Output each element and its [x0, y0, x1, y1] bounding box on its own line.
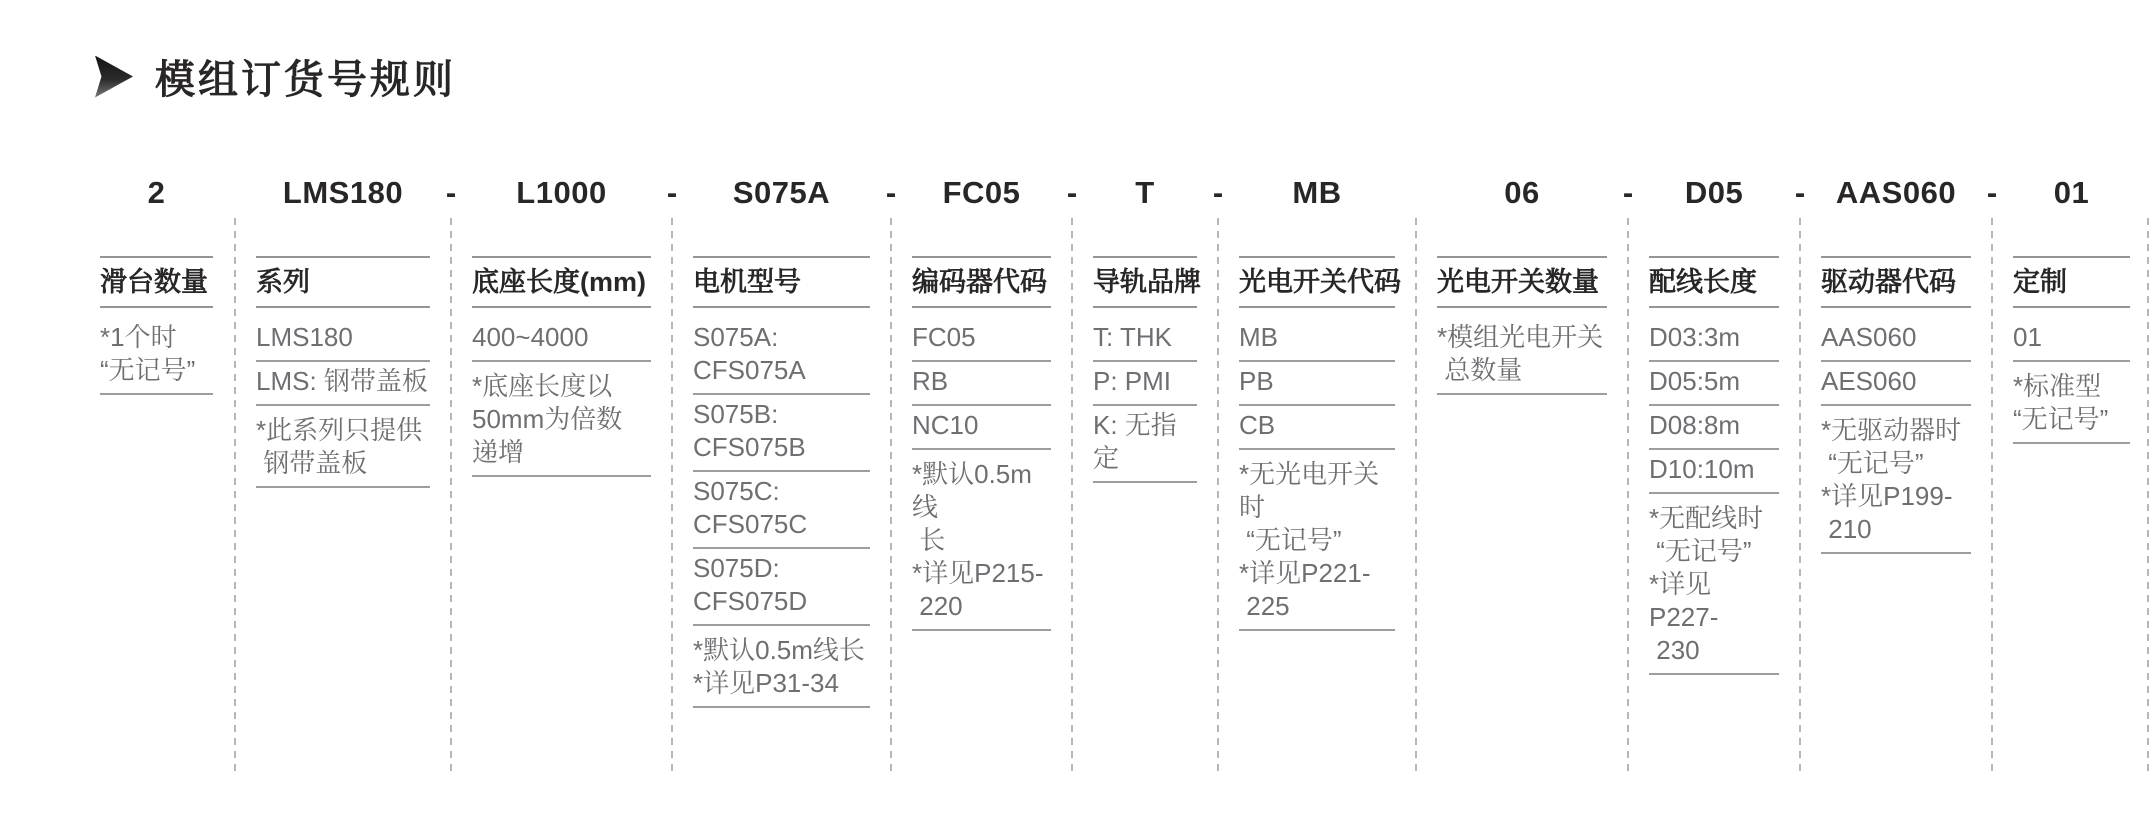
- column-options: [693, 321, 870, 708]
- option-item: [256, 365, 430, 406]
- option-line: *详见P199-: [1821, 481, 1953, 511]
- option-item: [693, 398, 870, 472]
- option-item: [1239, 409, 1395, 450]
- column-options: [1821, 321, 1971, 554]
- option-line: *模组光电开关: [1437, 322, 1604, 352]
- option-item: [1649, 409, 1779, 450]
- option-line: S075C: CFS075C: [693, 476, 808, 539]
- option-item: [1093, 321, 1197, 362]
- option-line: *详见P215-: [912, 558, 1044, 588]
- option-note-group: [693, 634, 870, 708]
- option-note-group: [2013, 370, 2130, 444]
- column-options: [2013, 321, 2130, 444]
- option-line: *1个时: [100, 322, 177, 352]
- column-code: 2: [147, 175, 166, 210]
- column-separator-dashed-line: [1071, 218, 1073, 773]
- option-item: [1239, 365, 1395, 406]
- code-separator-hyphen: -: [1066, 175, 1078, 210]
- column-code: L1000: [516, 175, 607, 210]
- column-code: 01: [2053, 175, 2090, 210]
- column-label: 编码器代码: [912, 256, 1051, 308]
- column-code: LMS180: [282, 175, 404, 210]
- order-code-column-10: [1800, 168, 1992, 711]
- option-note-group: [1649, 502, 1779, 675]
- option-item: [256, 321, 430, 362]
- code-separator-hyphen: -: [1212, 175, 1224, 210]
- column-separator-dashed-line: [1991, 218, 1993, 773]
- code-separator-hyphen: -: [1986, 175, 1998, 210]
- option-line: *默认0.5m线长: [693, 635, 865, 665]
- option-note-group: [1821, 414, 1971, 554]
- column-separator-dashed-line: [234, 218, 236, 773]
- order-code-table: [0, 168, 2151, 788]
- option-item: [693, 475, 870, 549]
- column-options: [912, 321, 1051, 631]
- option-line: *详见P227-: [1649, 569, 1719, 632]
- code-separator-hyphen: -: [1622, 175, 1634, 210]
- option-line: S075A: CFS075A: [693, 322, 806, 385]
- option-line: AES060: [1821, 366, 1917, 396]
- option-line: P: PMI: [1093, 366, 1172, 396]
- option-line: *底座长度以: [472, 371, 613, 401]
- option-line: 220: [912, 591, 963, 621]
- option-line: “无记号”: [1649, 536, 1752, 566]
- option-line: 递增: [472, 437, 525, 467]
- code-separator-hyphen: -: [666, 175, 678, 210]
- option-note-group: [100, 321, 213, 395]
- option-line: *详见P221-: [1239, 558, 1371, 588]
- option-line: MB: [1239, 322, 1278, 352]
- option-line: LMS: 钢带盖板: [256, 366, 428, 396]
- column-options: [1093, 321, 1197, 483]
- column-separator-dashed-line: [671, 218, 673, 773]
- option-line: PB: [1239, 366, 1274, 396]
- column-separator-dashed-line: [450, 218, 452, 773]
- option-line: D05:5m: [1649, 366, 1741, 396]
- option-note-group: [912, 458, 1051, 631]
- order-code-column-6: [1072, 168, 1218, 711]
- page-title: 模组订货号规则: [155, 58, 456, 102]
- order-code-column-5: [891, 168, 1072, 711]
- option-item: [912, 365, 1051, 406]
- option-line: *无驱动器时: [1821, 415, 1962, 445]
- option-item: [1821, 365, 1971, 406]
- order-code-column-11: [1992, 168, 2151, 711]
- column-label: 驱动器代码: [1821, 256, 1971, 308]
- column-options: [256, 321, 430, 488]
- option-line: 400~4000: [472, 322, 589, 352]
- option-line: *详见P31-34: [693, 668, 839, 698]
- option-item: [1821, 321, 1971, 362]
- option-line: 225: [1239, 591, 1290, 621]
- column-code: T: [1135, 175, 1155, 210]
- option-note-group: [1239, 458, 1395, 631]
- option-item: [1649, 453, 1779, 494]
- option-item: [693, 552, 870, 626]
- option-item: [693, 321, 870, 395]
- option-note-group: [472, 370, 651, 477]
- order-code-column-3: [451, 168, 672, 711]
- option-line: FC05: [912, 322, 976, 352]
- option-line: 长: [912, 525, 946, 555]
- option-line: RB: [912, 366, 949, 396]
- option-line: S075B: CFS075B: [693, 399, 806, 462]
- option-item: [1093, 365, 1197, 406]
- option-line: S075D: CFS075D: [693, 553, 808, 616]
- column-code: FC05: [942, 175, 1021, 210]
- column-separator-dashed-line: [890, 218, 892, 773]
- column-label: 定制: [2013, 256, 2130, 308]
- option-line: *标准型: [2013, 371, 2102, 401]
- option-line: D10:10m: [1649, 454, 1755, 484]
- column-label: 电机型号: [693, 256, 870, 308]
- column-label: 滑台数量: [100, 256, 213, 308]
- column-label: 配线长度: [1649, 256, 1779, 308]
- order-code-column-1: [0, 168, 235, 711]
- option-line: “无记号”: [1821, 448, 1924, 478]
- option-item: [912, 321, 1051, 362]
- option-line: CB: [1239, 410, 1276, 440]
- option-item: [1649, 365, 1779, 406]
- option-line: 230: [1649, 635, 1700, 665]
- option-line: 50mm为倍数: [472, 404, 623, 434]
- column-separator-dashed-line: [1415, 218, 1417, 773]
- option-line: “无记号”: [100, 355, 196, 385]
- option-line: T: THK: [1093, 322, 1172, 352]
- option-item: [472, 321, 651, 362]
- column-label: 光电开关代码: [1239, 256, 1395, 308]
- column-separator-dashed-line: [2147, 218, 2149, 773]
- column-label: 导轨品牌: [1093, 256, 1197, 308]
- option-item: [912, 409, 1051, 450]
- option-line: 01: [2013, 322, 2042, 352]
- column-label: 底座长度(mm): [472, 256, 651, 308]
- option-line: 钢带盖板: [256, 448, 368, 478]
- page-title-row: [95, 48, 456, 105]
- option-line: D03:3m: [1649, 322, 1741, 352]
- option-note-group: [1437, 321, 1607, 395]
- option-line: LMS180: [256, 322, 353, 352]
- order-code-columns: [0, 168, 2151, 711]
- order-code-column-4: [672, 168, 891, 711]
- column-code: AAS060: [1835, 175, 1957, 210]
- column-code: D05: [1684, 175, 1744, 210]
- option-line: K: 无指定: [1093, 410, 1177, 473]
- column-options: [1437, 321, 1607, 395]
- order-code-column-8: [1416, 168, 1628, 711]
- column-code: 06: [1504, 175, 1540, 210]
- column-options: [100, 321, 213, 395]
- column-code: S075A: [732, 175, 831, 210]
- option-line: 总数量: [1437, 355, 1523, 385]
- order-code-column-7: [1218, 168, 1416, 711]
- column-options: [472, 321, 651, 477]
- option-item: [1239, 321, 1395, 362]
- column-separator-dashed-line: [1217, 218, 1219, 773]
- option-line: AAS060: [1821, 322, 1917, 352]
- order-code-column-2: [235, 168, 451, 711]
- column-label: 系列: [256, 256, 430, 308]
- column-separator-dashed-line: [1627, 218, 1629, 773]
- column-options: [1239, 321, 1395, 631]
- code-separator-hyphen: -: [885, 175, 897, 210]
- option-line: *无光电开关时: [1239, 459, 1380, 522]
- option-line: *默认0.5m线: [912, 459, 1032, 522]
- option-note-group: [256, 414, 430, 488]
- option-line: D08:8m: [1649, 410, 1741, 440]
- option-line: *此系列只提供: [256, 415, 423, 445]
- column-code: MB: [1292, 175, 1342, 210]
- option-item: [1649, 321, 1779, 362]
- order-code-column-9: [1628, 168, 1800, 711]
- option-line: “无记号”: [1239, 525, 1342, 555]
- right-arrowhead-icon: [95, 56, 133, 98]
- code-separator-hyphen: -: [445, 175, 457, 210]
- option-line: NC10: [912, 410, 979, 440]
- column-options: [1649, 321, 1779, 675]
- option-item: [2013, 321, 2130, 362]
- option-line: “无记号”: [2013, 404, 2109, 434]
- column-separator-dashed-line: [1799, 218, 1801, 773]
- option-line: 210: [1821, 514, 1872, 544]
- code-separator-hyphen: -: [1794, 175, 1806, 210]
- option-line: *无配线时: [1649, 503, 1764, 533]
- option-item: [1093, 409, 1197, 483]
- column-label: 光电开关数量: [1437, 256, 1607, 308]
